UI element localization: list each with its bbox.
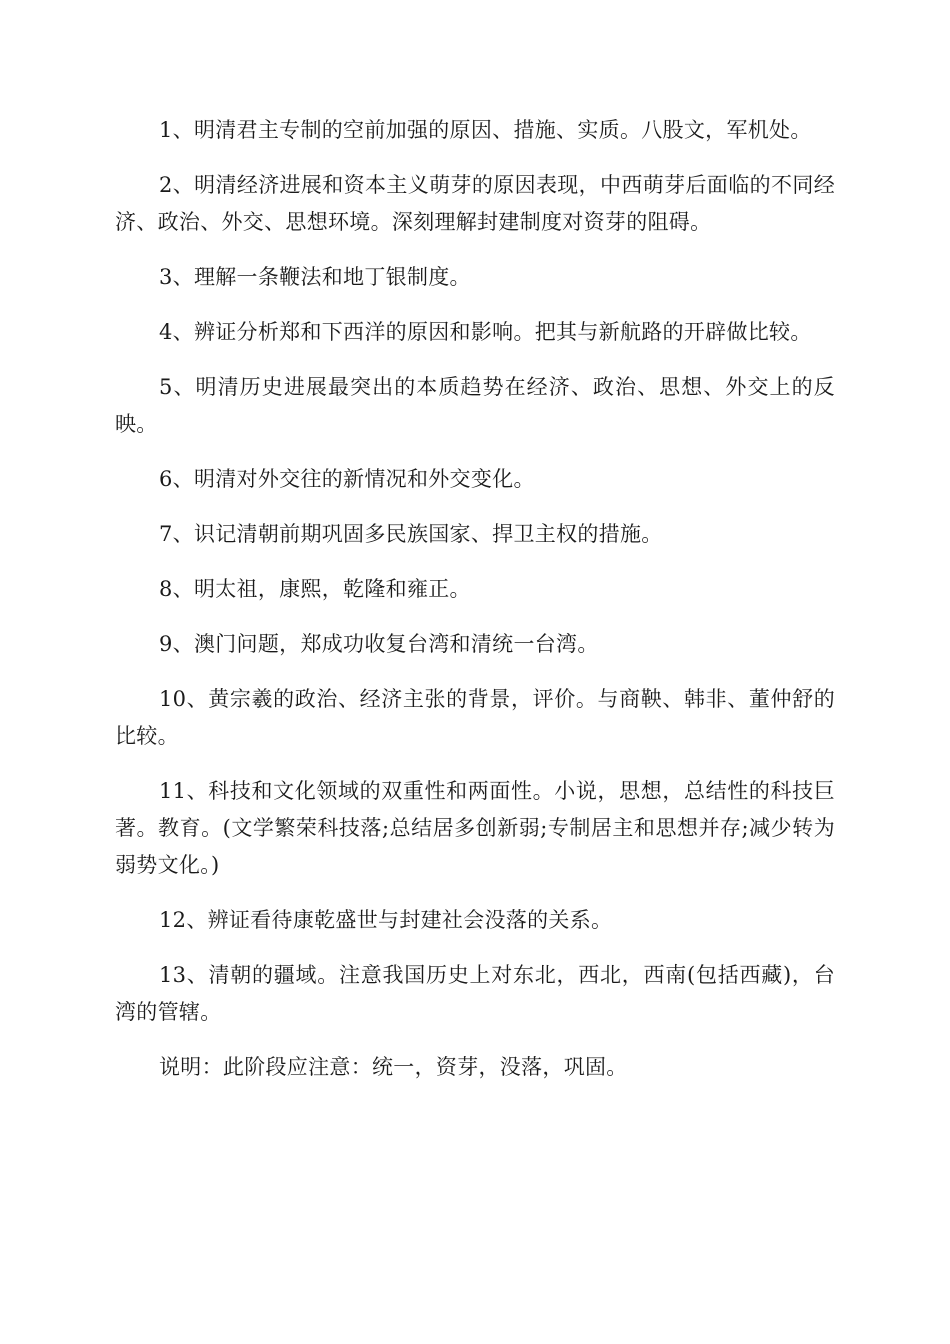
item-1: 1、明清君主专制的空前加强的原因、措施、实质。八股文，军机处。 [159,118,812,142]
item-6: 6、明清对外交往的新情况和外交变化。 [159,467,535,491]
item-8: 8、明太祖，康熙，乾隆和雍正。 [159,577,471,601]
note: 说明：此阶段应注意：统一，资芽，没落，巩固。 [159,1055,628,1079]
item-11: 11、科技和文化领域的双重性和两面性。小说，思想，总结性的科技巨著。教育。(文学繁荣科技落;总结居多创新弱;专制居主和思想并存;减少转为弱势文化。) [115,779,835,877]
item-3: 3、理解一条鞭法和地丁银制度。 [159,265,471,289]
item-2: 2、明清经济进展和资本主义萌芽的原因表现，中西萌芽后面临的不同经济、政治、外交、思想环境。深刻理解封建制度对资芽的阻碍。 [115,173,835,234]
item-13: 13、清朝的疆域。注意我国历史上对东北，西北，西南(包括西藏)，台湾的管辖。 [115,963,835,1024]
item-4: 4、辨证分析郑和下西洋的原因和影响。把其与新航路的开辟做比较。 [159,320,812,344]
item-5: 5、明清历史进展最突出的本质趋势在经济、政治、思想、外交上的反映。 [115,375,835,436]
item-9: 9、澳门问题，郑成功收复台湾和清统一台湾。 [159,632,599,656]
item-10: 10、黄宗羲的政治、经济主张的背景，评价。与商鞅、韩非、董仲舒的比较。 [115,687,835,748]
document-body [115,112,835,1104]
item-12: 12、辨证看待康乾盛世与封建社会没落的关系。 [159,908,613,932]
item-7: 7、识记清朝前期巩固多民族国家、捍卫主权的措施。 [159,522,663,546]
